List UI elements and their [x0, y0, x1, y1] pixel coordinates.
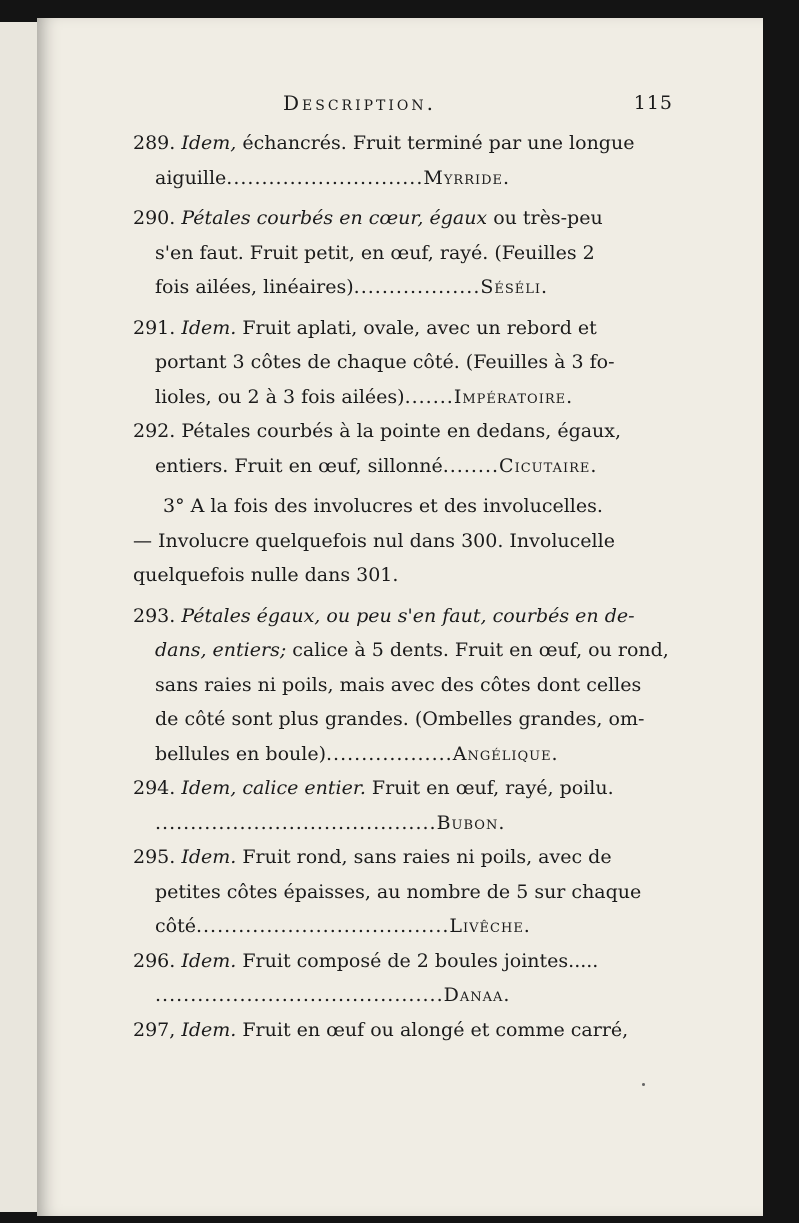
entry-text: petites côtes épaisses, au nombre de 5 sur chaque	[155, 880, 642, 903]
leader-dots: .......	[404, 385, 454, 408]
section-line: 3° A la fois des involucres et des involucelles.	[163, 495, 603, 517]
entry-italic: Idem.	[181, 949, 237, 972]
entry	[133, 201, 673, 305]
entry-italic: Idem, calice entier.	[181, 777, 366, 799]
plant-name: Livêche.	[449, 915, 531, 937]
entry-text: sans raies ni poils, mais avec des côtes dont celles	[155, 673, 642, 696]
entry	[133, 944, 673, 1013]
entry-italic: Pétales courbés en cœur, égaux	[181, 207, 488, 229]
entry-text: Fruit en œuf ou alongé et comme carré,	[236, 1018, 629, 1041]
entry-text: Fruit aplati, ovale, avec un rebord et	[236, 316, 597, 339]
entry	[133, 126, 673, 195]
page-content	[133, 86, 673, 1047]
entry-number: 294.	[133, 777, 176, 799]
entry-number: 295.	[133, 846, 176, 868]
entry-number: 297,	[133, 1018, 176, 1041]
entry-number: 290.	[133, 207, 176, 229]
section-line: — Involucre quelquefois nul dans 300. Involucelle	[133, 529, 615, 552]
entry-text: Fruit composé de 2 boules jointes.....	[236, 949, 599, 972]
entry-text: lioles, ou 2 à 3 fois ailées)	[155, 385, 405, 408]
entry	[133, 599, 673, 772]
entry	[133, 771, 673, 840]
entry-text: bellules en boule)	[155, 742, 326, 765]
entry-text: Pétales courbés à la pointe en dedans, égaux,	[175, 420, 622, 442]
entry-text: échancrés. Fruit terminé par une longue	[236, 132, 635, 154]
entry-text: ou très-peu	[487, 207, 603, 229]
entry-italic: Idem.	[181, 846, 237, 868]
entry	[133, 1013, 673, 1048]
page-header	[133, 86, 673, 126]
entry-number: 293.	[133, 604, 176, 627]
entry-number: 289.	[133, 132, 176, 154]
plant-name: Cicutaire.	[499, 454, 598, 477]
entry-italic: Pétales égaux, ou peu s'en faut, courbés en de-	[181, 604, 635, 627]
section-note	[133, 489, 673, 593]
plant-name: Séséli.	[480, 276, 549, 298]
leader-dots: ....................................	[195, 915, 450, 937]
entry-text: Fruit en œuf, rayé, poilu.	[365, 777, 614, 799]
leader-dots: ........................................	[155, 811, 437, 834]
entry-italic: Idem,	[181, 132, 237, 154]
entry-number: 291.	[133, 316, 176, 339]
leader-dots: .........................................	[155, 984, 444, 1006]
entry-number: 292.	[133, 420, 176, 442]
plant-name: Bubon.	[436, 811, 506, 834]
entry	[133, 414, 673, 483]
entry-text: fois ailées, linéaires)	[155, 276, 354, 298]
entry-text: aiguille	[155, 166, 227, 189]
entry	[133, 311, 673, 415]
leader-dots: ..................	[353, 276, 481, 298]
leader-dots: ............................	[226, 166, 424, 189]
page-number: 115	[633, 92, 673, 114]
entry-number: 296.	[133, 949, 176, 972]
entry-text: portant 3 côtes de chaque côté. (Feuilles à 3 fo-	[155, 351, 615, 373]
entry-italic: dans, entiers;	[155, 639, 287, 661]
ink-speck	[642, 1083, 645, 1086]
plant-name: Myrride.	[423, 166, 511, 189]
entry-text: Fruit rond, sans raies ni poils, avec de	[236, 846, 612, 868]
book-page	[37, 18, 763, 1216]
entry-text: calice à 5 dents. Fruit en œuf, ou rond,	[286, 639, 669, 661]
leader-dots: ........	[442, 454, 500, 477]
entry	[133, 840, 673, 944]
plant-name: Danaa.	[443, 984, 511, 1006]
running-title: Description.	[283, 91, 437, 115]
entry-text: entiers. Fruit en œuf, sillonné	[155, 454, 443, 477]
entry-text: côté	[155, 915, 196, 937]
section-line: quelquefois nulle dans 301.	[133, 564, 399, 586]
entry-italic: Idem.	[181, 1018, 237, 1041]
entry-text: de côté sont plus grandes. (Ombelles grandes, om-	[155, 708, 645, 730]
entry-italic: Idem.	[181, 316, 237, 339]
entry-text: s'en faut. Fruit petit, en œuf, rayé. (Feuilles 2	[155, 241, 595, 264]
plant-name: Angélique.	[452, 742, 559, 765]
leader-dots: ..................	[326, 742, 453, 765]
plant-name: Impératoire.	[453, 385, 574, 408]
